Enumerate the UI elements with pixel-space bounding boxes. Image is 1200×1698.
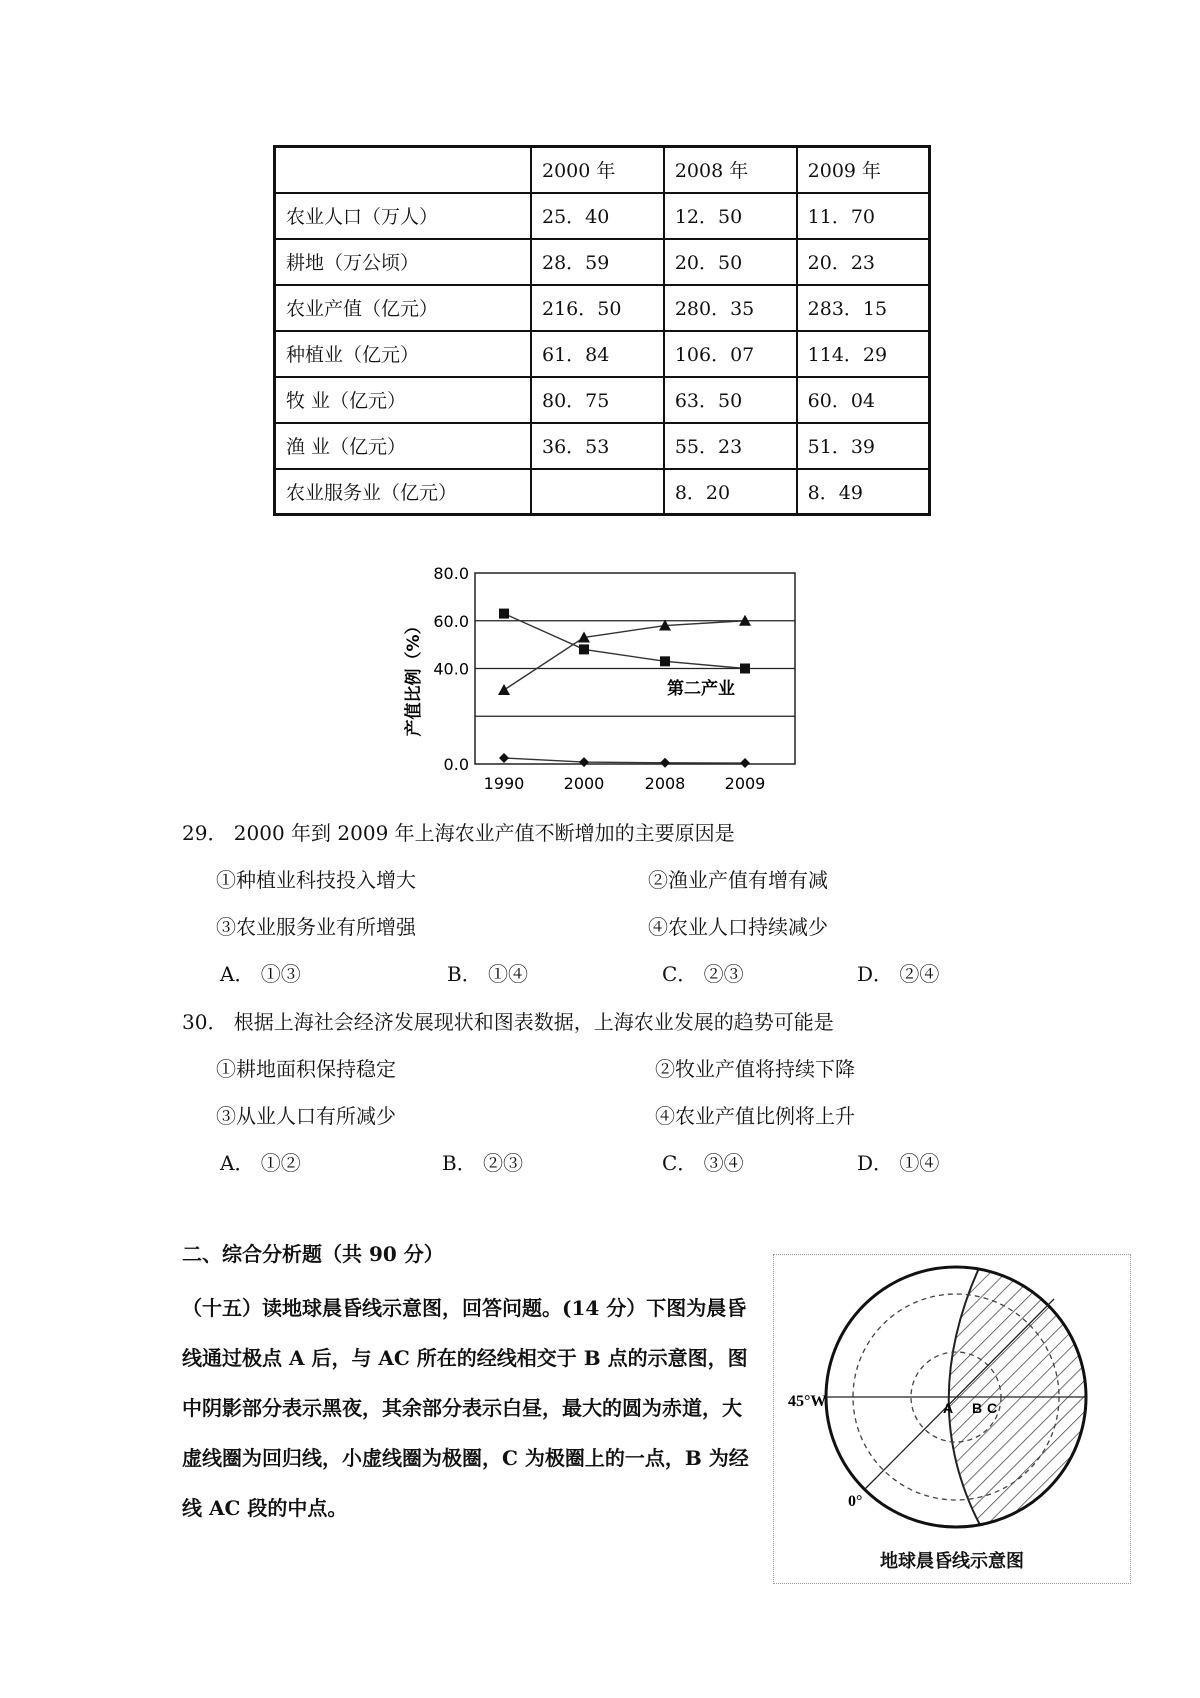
table-cell: 106．07 <box>664 331 797 377</box>
table-cell: 60．04 <box>797 377 930 423</box>
section-title: 二、综合分析题（共 90 分） <box>182 1242 444 1266</box>
table-cell: 农业产值（亿元） <box>275 285 531 331</box>
table-cell: 渔 业（亿元） <box>275 423 531 469</box>
terminator-diagram <box>773 1254 1131 1584</box>
question-30-choice-b[interactable]: B． ②③ <box>442 1151 524 1175</box>
question-30-choice-d[interactable]: D． ①④ <box>857 1151 940 1175</box>
x-tick-label: 1990 <box>483 774 525 793</box>
table-row <box>275 423 930 469</box>
label-0-degree: 0° <box>848 1493 863 1510</box>
question-30-option-1: ①耕地面积保持稳定 <box>216 1057 396 1081</box>
table-cell: 种植业（亿元） <box>275 331 531 377</box>
question-29-option-1: ①种植业科技投入增大 <box>216 868 416 892</box>
table-cell: 283．15 <box>797 285 930 331</box>
table-cell: 280．35 <box>664 285 797 331</box>
table-cell: 12．50 <box>664 193 797 239</box>
table-row <box>275 285 930 331</box>
label-45w: 45°W <box>788 1393 827 1410</box>
table-header-cell: 2008 年 <box>664 147 797 193</box>
table-cell: 55．23 <box>664 423 797 469</box>
y-axis-label: 产值比例（%） <box>404 617 424 737</box>
y-tick-label: 0.0 <box>443 755 469 774</box>
question-29-option-4: ④农业人口持续减少 <box>648 915 828 939</box>
x-tick-label: 2009 <box>724 774 766 793</box>
table-cell: 61．84 <box>531 331 664 377</box>
table-cell: 农业人口（万人） <box>275 193 531 239</box>
question-29-stem: 29． 2000 年到 2009 年上海农业产值不断增加的主要原因是 <box>182 821 735 845</box>
question-30-option-4: ④农业产值比例将上升 <box>655 1104 855 1128</box>
label-b: B <box>972 1400 983 1416</box>
data-point-square <box>579 644 589 654</box>
table-cell: 牧 业（亿元） <box>275 377 531 423</box>
table-row <box>275 193 930 239</box>
table-cell: 耕地（万公顷） <box>275 239 531 285</box>
table-cell: 8．49 <box>797 469 930 515</box>
table-header-row <box>275 147 930 193</box>
table-cell: 11．70 <box>797 193 930 239</box>
table-cell: 20．23 <box>797 239 930 285</box>
table-cell: 114．29 <box>797 331 930 377</box>
label-c: C <box>987 1400 998 1416</box>
table-cell: 216．50 <box>531 285 664 331</box>
question-29-choice-c[interactable]: C． ②③ <box>662 962 744 986</box>
question-30-choice-c[interactable]: C． ③④ <box>662 1151 744 1175</box>
table-cell: 28．59 <box>531 239 664 285</box>
table-cell: 25．40 <box>531 193 664 239</box>
x-tick-label: 2008 <box>644 774 686 793</box>
table-cell: 36．53 <box>531 423 664 469</box>
table-row <box>275 239 930 285</box>
table-cell: 63．50 <box>664 377 797 423</box>
table-cell: 80．75 <box>531 377 664 423</box>
label-a: A <box>943 1400 954 1416</box>
agriculture-data-table <box>273 145 931 516</box>
question-29-option-3: ③农业服务业有所增强 <box>216 915 416 939</box>
question-30-choice-a[interactable]: A． ①② <box>220 1151 301 1175</box>
table-header-cell <box>275 147 531 193</box>
y-tick-label: 80.0 <box>433 567 469 583</box>
question-30-option-2: ②牧业产值将持续下降 <box>655 1057 855 1081</box>
data-point-square <box>660 656 670 666</box>
annotation-secondary-industry: 第二产业 <box>667 679 735 699</box>
figure-caption: 地球晨昏线示意图 <box>880 1551 1024 1572</box>
question-30-stem: 30． 根据上海社会经济发展现状和图表数据，上海农业发展的趋势可能是 <box>182 1010 834 1034</box>
table-row <box>275 469 930 515</box>
table-cell: 农业服务业（亿元） <box>275 469 531 515</box>
table-header-cell: 2000 年 <box>531 147 664 193</box>
x-tick-label: 2000 <box>563 774 605 793</box>
question-29-choice-d[interactable]: D． ②④ <box>857 962 940 986</box>
table-row <box>275 331 930 377</box>
table-cell <box>531 469 664 515</box>
question-29-option-2: ②渔业产值有增有减 <box>648 868 828 892</box>
table-cell: 8．20 <box>664 469 797 515</box>
question-15-intro: （十五）读地球晨昏线示意图，回答问题。(14 分）下图为晨昏线通过极点 A 后，与 AC 所在的经线相交于 B 点的示意图，图中阴影部分表示黑夜，其余部分表示白昼，最大的圆为赤道，大虚线圈为回归线，小虚线圈为极圈，C 为极圈上的一点，B 为经线 AC 段的中点。 <box>182 1296 749 1520</box>
industry-share-line-chart <box>395 567 815 797</box>
question-29-choice-a[interactable]: A． ①③ <box>220 962 301 986</box>
table-cell: 51．39 <box>797 423 930 469</box>
table-row <box>275 377 930 423</box>
data-point-square <box>499 609 509 619</box>
data-point-square <box>740 664 750 674</box>
question-29-choice-b[interactable]: B． ①④ <box>447 962 529 986</box>
y-tick-label: 60.0 <box>433 611 469 631</box>
y-tick-label: 40.0 <box>433 659 469 679</box>
question-30-option-3: ③从业人口有所减少 <box>216 1104 396 1128</box>
table-header-cell: 2009 年 <box>797 147 930 193</box>
table-cell: 20．50 <box>664 239 797 285</box>
